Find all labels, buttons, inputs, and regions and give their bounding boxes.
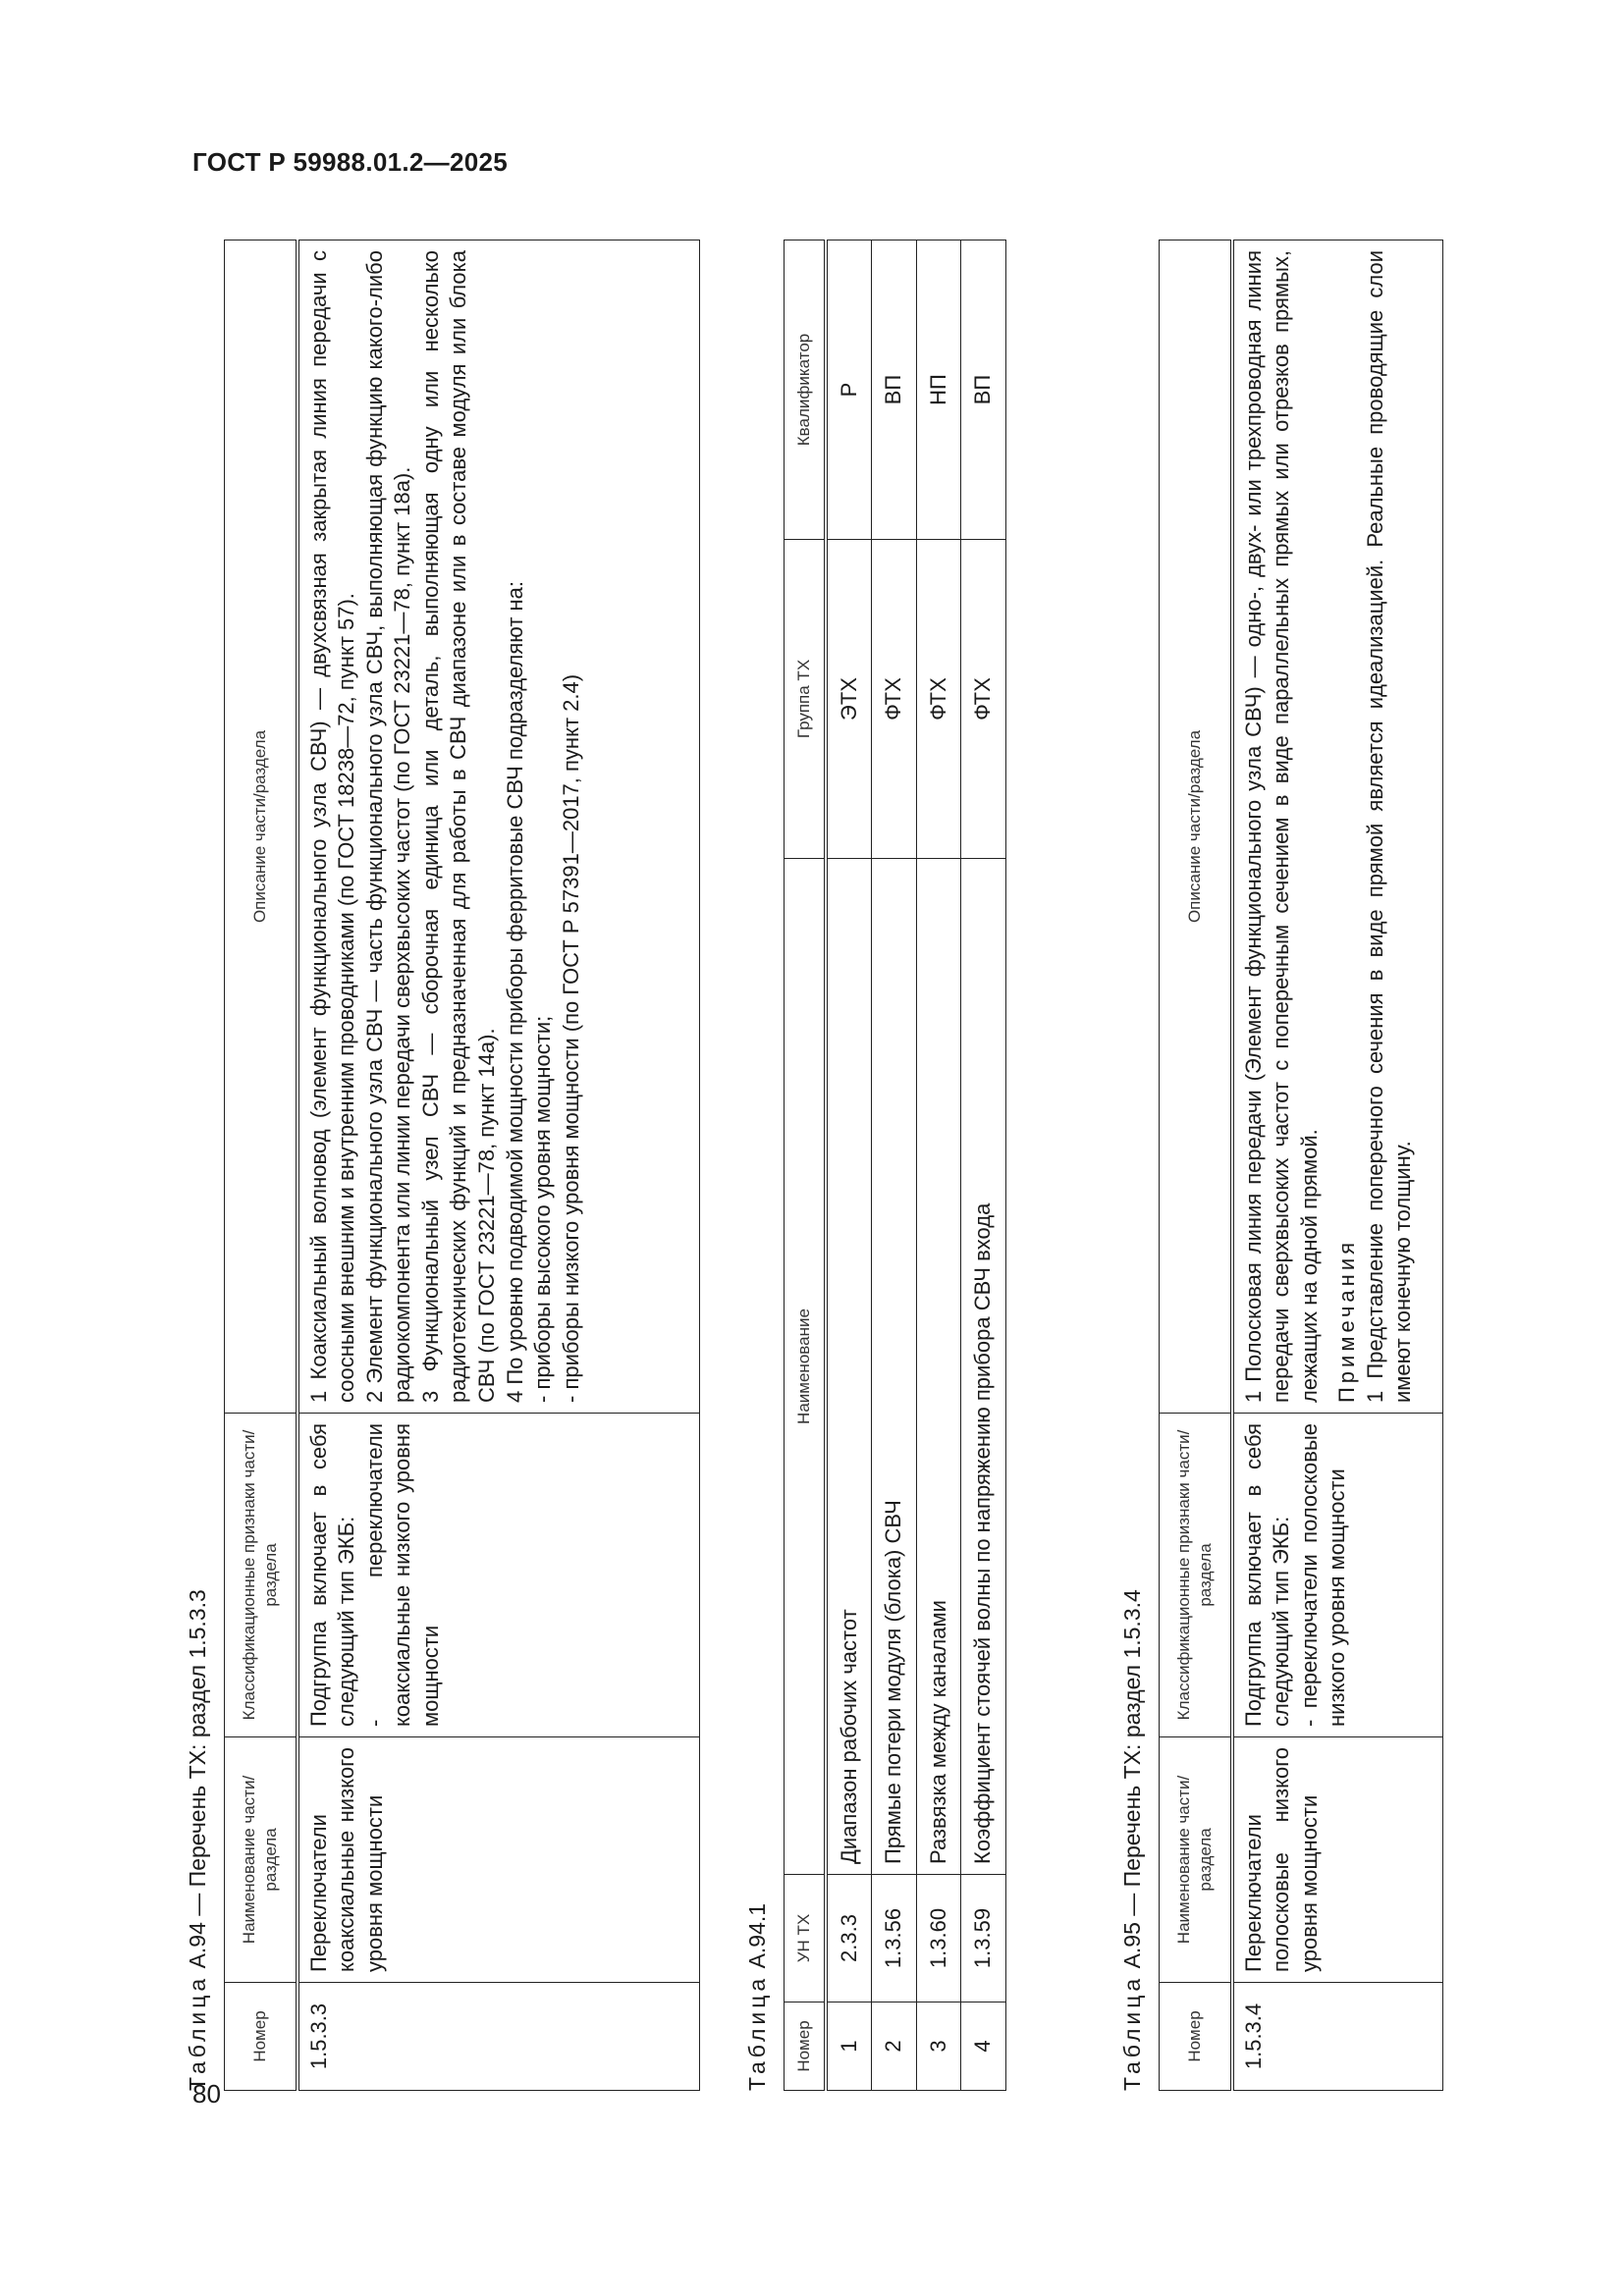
cell-classification: [298, 1414, 700, 1737]
cell-number: 2: [872, 2002, 917, 2091]
cell-group: ЭТХ: [826, 540, 872, 859]
cell-un-tx: 2.3.3: [826, 1875, 872, 2002]
note-title: Примечания: [1334, 1238, 1360, 1403]
cell-number: 4: [961, 2002, 1006, 2091]
cell-qualifier: НП: [916, 240, 961, 540]
note-1: 1 Представление поперечного сечения в виде прямой является идеализацией. Реальные проводящие слои имеют конечную толщину.: [1362, 250, 1416, 1403]
classification-item: - переключатели полосковые низкого уровня мощности: [1296, 1423, 1350, 1727]
table-row: [961, 240, 1006, 2091]
cell-number: 3: [916, 2002, 961, 2091]
table-row: [872, 240, 917, 2091]
cell-description: [298, 240, 700, 1414]
cell-un-tx: 1.3.59: [961, 1875, 1006, 2002]
table-row: [298, 240, 700, 2091]
classification-text: Подгруппа включает в себя следующий тип ЭКБ:: [1240, 1423, 1294, 1727]
cell-un-tx: 1.3.60: [916, 1875, 961, 2002]
col-header-un-tx: УН ТХ: [785, 1875, 826, 2002]
description-line-4: 4 По уровню подводимой мощности приборы ферритовые СВЧ подразделяют на:: [502, 581, 527, 1403]
cell-name: Прямые потери модуля (блока) СВЧ: [872, 859, 917, 1875]
classification-text: Подгруппа включает в себя следующий тип ЭКБ:: [305, 1423, 359, 1727]
cell-description: [1232, 240, 1443, 1414]
cell-group: ФТХ: [916, 540, 961, 859]
cell-name: Коэффициент стоячей волны по напряжению прибора СВЧ входа: [961, 859, 1006, 1875]
caption-text: А.94 — Перечень ТХ: раздел 1.5.3.3: [185, 1589, 210, 1975]
description-line-3: 3 Функциональный узел СВЧ — сборочная единица или деталь, выполняющая одну или несколько радиотехнических функций и предназначенная для работы в СВЧ диапазоне или в составе модуля или блока СВЧ (по ГОСТ 23221—78, пункт 14а).: [417, 250, 500, 1403]
description-line-6: - приборы низкого уровня мощности (по ГОСТ Р 57391—2017, пункт 2.4): [558, 673, 583, 1403]
cell-name: Развязка между каналами: [916, 859, 961, 1875]
cell-number: 1.5.3.4: [1232, 1983, 1443, 2091]
table-94-caption: [185, 1589, 211, 2091]
col-header-name: Наименование: [785, 859, 826, 1875]
description-line-1: 1 Коаксиальный волновод (элемент функционального узла СВЧ) — двухсвязная закрытая линия передачи с соосными внешним и внутренним проводниками (по ГОСТ 18238—72, пункт 57).: [305, 250, 359, 1403]
caption-text: А.94.1: [744, 1902, 770, 1975]
caption-prefix: Таблица: [1119, 1974, 1145, 2091]
cell-number: 1: [826, 2002, 872, 2091]
col-header-number: Номер: [225, 1983, 298, 2091]
document-header: ГОСТ Р 59988.01.2—2025: [192, 147, 508, 177]
caption-prefix: Таблица: [744, 1974, 770, 2091]
cell-number: 1.5.3.3: [298, 1983, 700, 2091]
col-header-number: Номер: [785, 2002, 826, 2091]
col-header-description: Описание части/раздела: [225, 240, 298, 1414]
description-line-5: - приборы высокого уровня мощности;: [530, 1015, 556, 1403]
cell-classification: [1232, 1414, 1443, 1737]
page-number: 80: [192, 2079, 221, 2109]
table-row: [916, 240, 961, 2091]
table-94-1: [784, 240, 1006, 2091]
table-95-caption: [1119, 1589, 1146, 2091]
cell-un-tx: 1.3.56: [872, 1875, 917, 2002]
description-main: 1 Полосковая линия передачи (Элемент функционального узла СВЧ) — одно-, двух- или трехпроводная линия передачи сверхвысоких частот с поперечным сечением в виде параллельных прямых или отрезков прямых, лежащих на одной прямой.: [1240, 250, 1322, 1403]
rotated-content: [177, 226, 1512, 2091]
col-header-classification: Классификационные признаки части/раздела: [1160, 1414, 1232, 1737]
caption-prefix: Таблица: [185, 1974, 210, 2091]
cell-group: ФТХ: [872, 540, 917, 859]
cell-group: ФТХ: [961, 540, 1006, 859]
col-header-classification: Классификационные признаки части/раздела: [225, 1414, 298, 1737]
table-row: [826, 240, 872, 2091]
cell-name: Переключатели коаксиальные низкого уровня мощности: [298, 1737, 700, 1983]
col-header-name: Наименование части/раздела: [225, 1737, 298, 1983]
col-header-group: Группа ТХ: [785, 540, 826, 859]
table-95: [1159, 240, 1443, 2091]
cell-qualifier: ВП: [872, 240, 917, 540]
caption-text: А.95 — Перечень ТХ: раздел 1.5.3.4: [1119, 1589, 1145, 1975]
col-header-number: Номер: [1160, 1983, 1232, 2091]
description-line-2: 2 Элемент функционального узла СВЧ — часть функционального узла СВЧ, выполняющая функцию какого-либо радиокомпонента или линии передачи сверхвысоких частот (по ГОСТ 23221—78, пункт 18а).: [361, 250, 415, 1403]
cell-qualifier: ВП: [961, 240, 1006, 540]
cell-name: Переключатели полосковые низкого уровня мощности: [1232, 1737, 1443, 1983]
table-94-1-caption: [744, 1903, 771, 2091]
cell-qualifier: Р: [826, 240, 872, 540]
col-header-description: Описание части/раздела: [1160, 240, 1232, 1414]
cell-name: Диапазон рабочих частот: [826, 859, 872, 1875]
table-row: [1232, 240, 1443, 2091]
classification-item: - переключатели коаксиальные низкого уровня мощности: [361, 1423, 443, 1727]
col-header-name: Наименование части/раздела: [1160, 1737, 1232, 1983]
col-header-qualifier: Квалификатор: [785, 240, 826, 540]
table-94: [224, 240, 700, 2091]
